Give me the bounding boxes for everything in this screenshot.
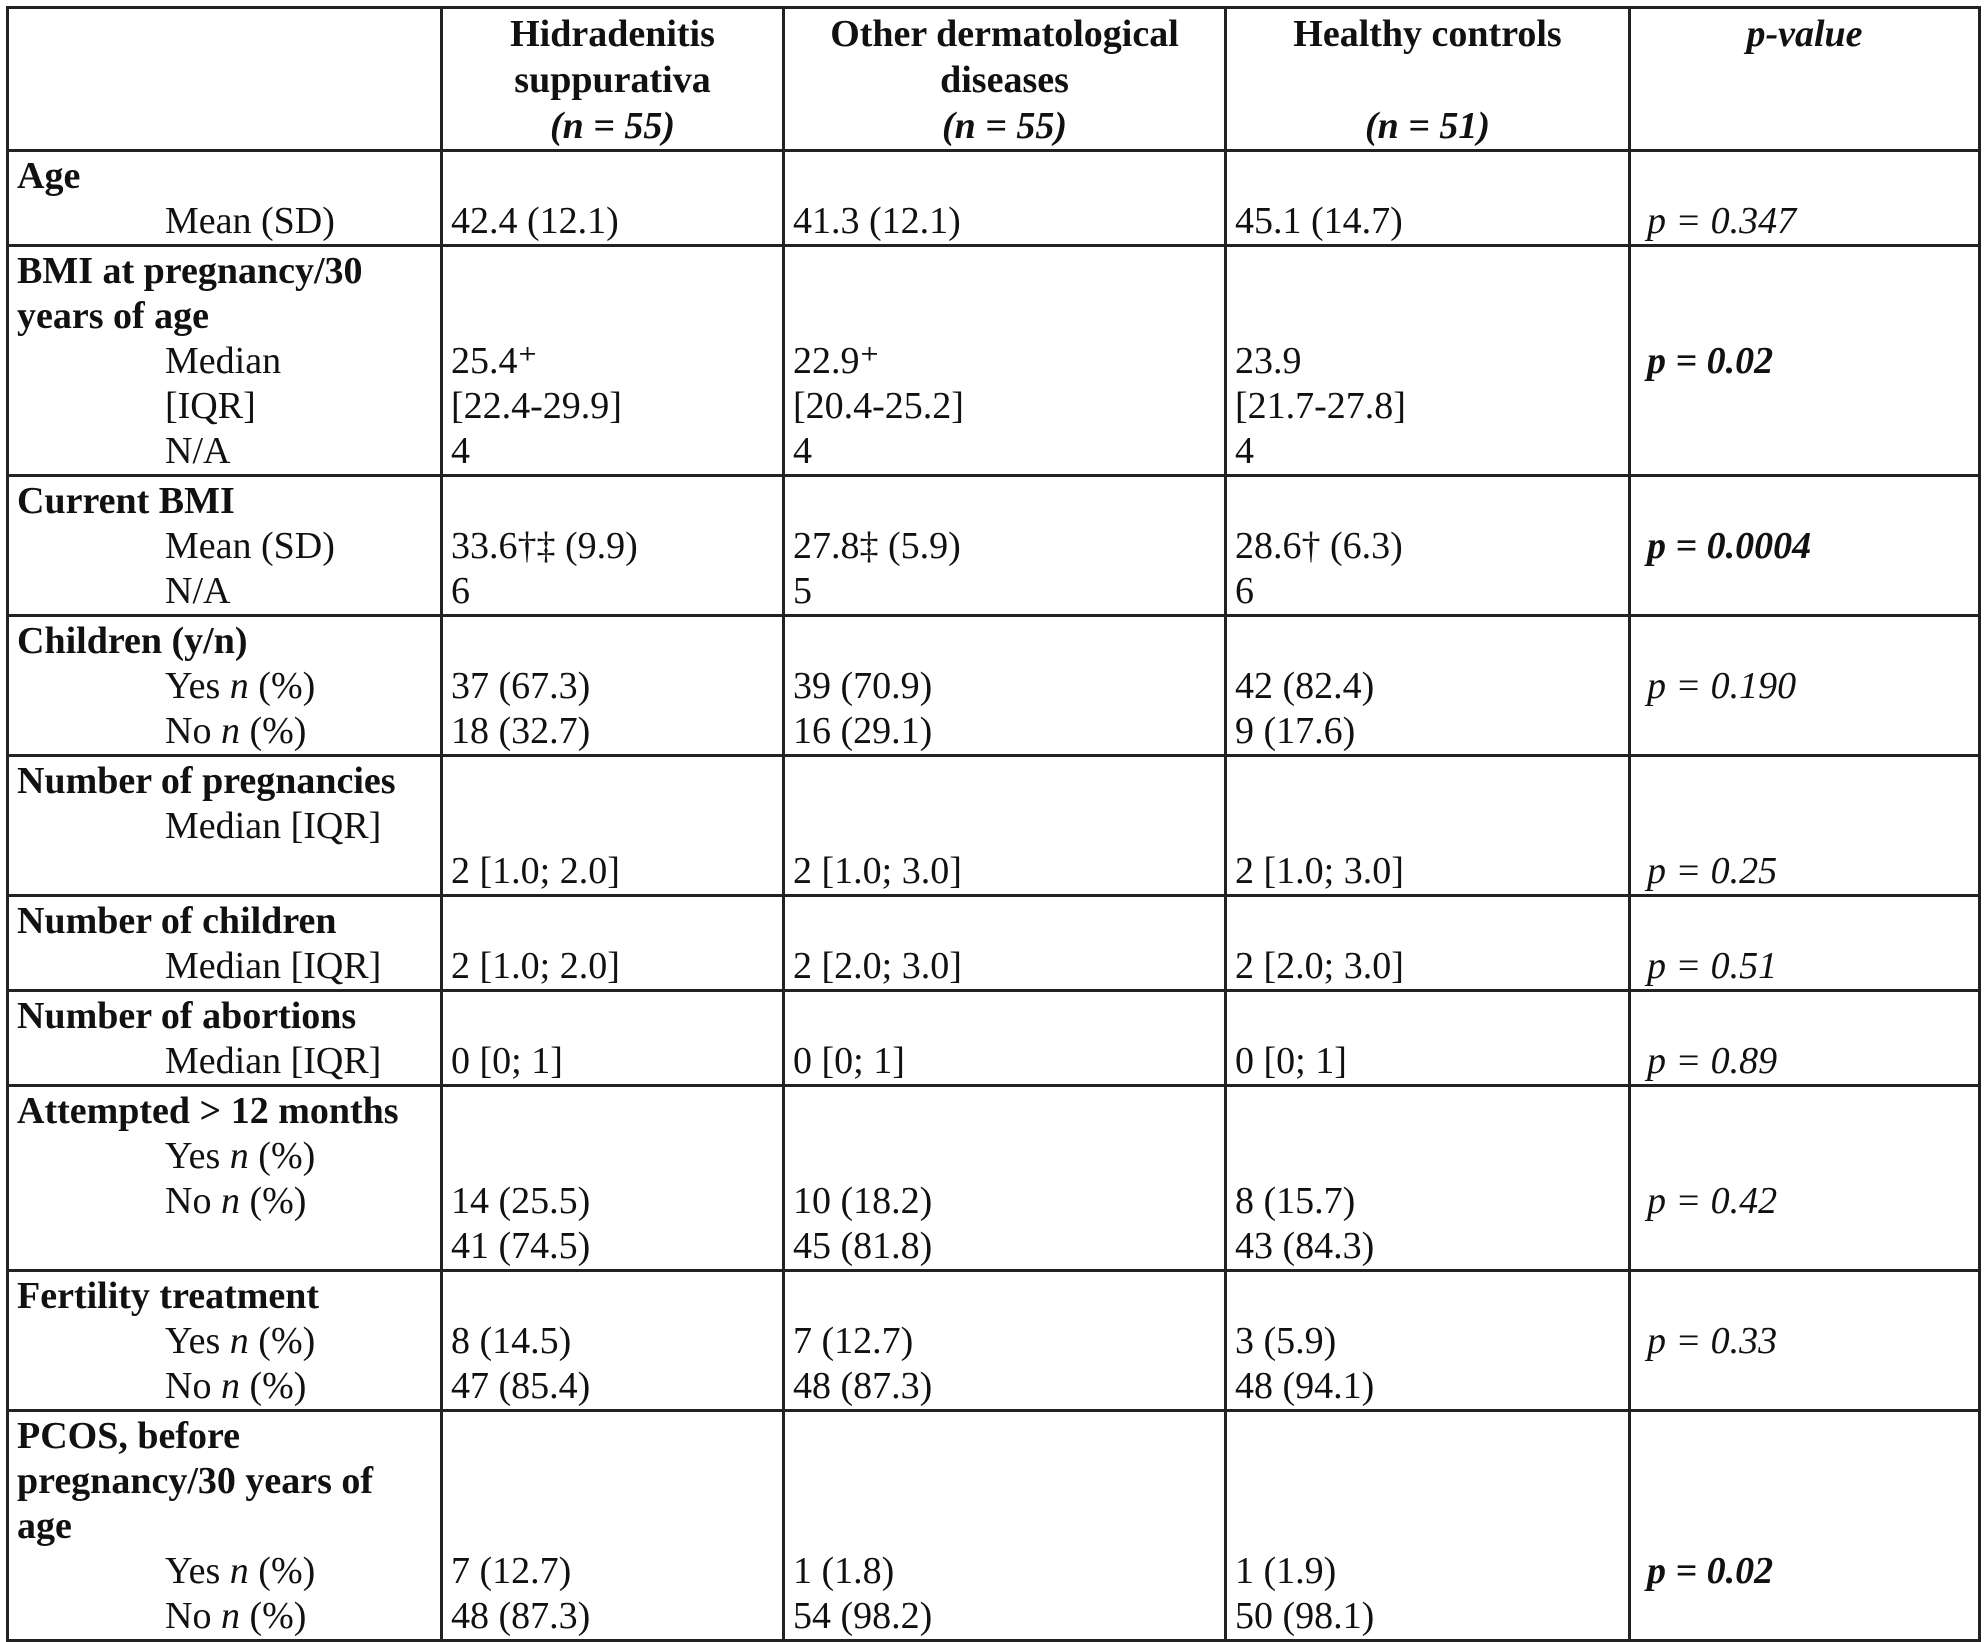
row-heading: Number of pregnancies (17, 760, 396, 802)
row-heading: Age (17, 155, 81, 197)
p-value: p = 0.51 (1647, 945, 1778, 987)
value-healthy: 6 (1235, 570, 1254, 612)
value-hs: 4 (451, 430, 470, 472)
p-value: p = 0.42 (1647, 1180, 1778, 1222)
row-heading: Current BMI (17, 480, 235, 522)
row-sublabel: Yes n (%) (165, 665, 316, 707)
row-sublabel: Median [IQR] (165, 945, 382, 987)
row-sublabel: Median [IQR] (165, 805, 382, 847)
table-row (8, 1411, 1980, 1641)
row-label-cell (8, 1411, 442, 1641)
row-heading: Number of children (17, 900, 337, 942)
header-healthy-controls-n: (n = 51) (1364, 105, 1491, 147)
p-value-cell (1630, 1271, 1980, 1411)
p-value: p = 0.33 (1647, 1320, 1778, 1362)
table-row (8, 991, 1980, 1086)
value-cell-hs (442, 1411, 784, 1641)
p-value: p = 0.02 (1647, 1550, 1774, 1592)
value-cell-hs (442, 756, 784, 896)
spacer (1235, 249, 1620, 339)
value-cell-hs (442, 896, 784, 991)
spacer (793, 249, 1216, 339)
spacer (451, 1414, 774, 1549)
p-value-cell (1630, 991, 1980, 1086)
value-cell-healthy (1226, 151, 1630, 246)
value-hs: 33.6†‡ (9.9) (451, 525, 638, 567)
row-sublabel: No n (%) (165, 1365, 307, 1407)
p-value-cell (1630, 476, 1980, 616)
value-other: 27.8‡ (5.9) (793, 525, 961, 567)
row-label-cell (8, 991, 442, 1086)
value-cell-other (784, 1086, 1226, 1271)
p-value: p = 0.190 (1647, 665, 1797, 707)
spacer (1639, 899, 1970, 944)
value-cell-other (784, 246, 1226, 476)
value-healthy: 50 (98.1) (1235, 1595, 1375, 1637)
table-row (8, 896, 1980, 991)
p-value-cell (1630, 151, 1980, 246)
p-value-cell (1630, 1086, 1980, 1271)
spacer (451, 479, 774, 524)
header-corner (8, 8, 442, 151)
value-healthy: 2 [1.0; 3.0] (1235, 850, 1404, 892)
row-sublabel: Mean (SD) (165, 200, 335, 242)
spacer (1235, 1274, 1620, 1319)
value-hs: 8 (14.5) (451, 1320, 572, 1362)
table-row (8, 1086, 1980, 1271)
spacer (451, 994, 774, 1039)
row-label-cell (8, 756, 442, 896)
value-healthy: 42 (82.4) (1235, 665, 1375, 707)
row-sublabel: N/A (165, 570, 231, 612)
value-other: 0 [0; 1] (793, 1040, 905, 1082)
spacer (1639, 759, 1970, 849)
spacer (793, 154, 1216, 199)
header-row (8, 8, 1980, 151)
p-value: p = 0.89 (1647, 1040, 1778, 1082)
spacer (793, 479, 1216, 524)
header-other-diseases-title: Other dermatological diseases (830, 13, 1179, 101)
spacer (1639, 1089, 1970, 1179)
value-other: 41.3 (12.1) (793, 200, 961, 242)
header-other-diseases (784, 8, 1226, 151)
value-other: 4 (793, 430, 812, 472)
value-cell-other (784, 756, 1226, 896)
row-heading: BMI at pregnancy/30 years of age (17, 250, 363, 337)
row-heading: Attempted > 12 months (17, 1090, 399, 1132)
table-body (8, 151, 1980, 1641)
p-value-cell (1630, 896, 1980, 991)
value-cell-hs (442, 476, 784, 616)
value-cell-healthy (1226, 1271, 1630, 1411)
header-hidradenitis-n: (n = 55) (549, 105, 676, 147)
value-hs: 18 (32.7) (451, 710, 591, 752)
p-value: p = 0.347 (1647, 200, 1797, 242)
spacer (793, 759, 1216, 849)
value-hs: 2 [1.0; 2.0] (451, 850, 620, 892)
p-value: p = 0.02 (1647, 340, 1774, 382)
table-row (8, 151, 1980, 246)
value-healthy: 9 (17.6) (1235, 710, 1356, 752)
value-hs: 42.4 (12.1) (451, 200, 619, 242)
row-label-cell (8, 896, 442, 991)
row-label-cell (8, 151, 442, 246)
spacer (1235, 1414, 1620, 1549)
value-other: 7 (12.7) (793, 1320, 914, 1362)
row-heading: PCOS, before pregnancy/30 years of age (17, 1415, 374, 1547)
row-sublabel: No n (%) (165, 710, 307, 752)
row-sublabel: No n (%) (165, 1180, 307, 1222)
row-heading: Number of abortions (17, 995, 357, 1037)
p-value-cell (1630, 246, 1980, 476)
spacer (1639, 479, 1970, 524)
value-other: 10 (18.2) (793, 1180, 933, 1222)
value-cell-other (784, 616, 1226, 756)
value-healthy: 2 [2.0; 3.0] (1235, 945, 1404, 987)
spacer (451, 1274, 774, 1319)
spacer (1639, 249, 1970, 339)
value-healthy: [21.7-27.8] (1235, 385, 1406, 427)
p-value: p = 0.25 (1647, 850, 1778, 892)
spacer (1235, 154, 1620, 199)
p-value-cell (1630, 1411, 1980, 1641)
spacer (793, 994, 1216, 1039)
row-heading: Fertility treatment (17, 1275, 320, 1317)
value-other: 48 (87.3) (793, 1365, 933, 1407)
spacer (1639, 1274, 1970, 1319)
header-hidradenitis (442, 8, 784, 151)
value-cell-healthy (1226, 1411, 1630, 1641)
value-cell-healthy (1226, 896, 1630, 991)
value-cell-healthy (1226, 991, 1630, 1086)
value-hs: 14 (25.5) (451, 1180, 591, 1222)
table-row (8, 476, 1980, 616)
value-hs: 0 [0; 1] (451, 1040, 563, 1082)
value-cell-hs (442, 1271, 784, 1411)
value-cell-healthy (1226, 1086, 1630, 1271)
spacer (1235, 1089, 1620, 1179)
p-value: p = 0.0004 (1647, 525, 1812, 567)
spacer (793, 899, 1216, 944)
spacer (451, 899, 774, 944)
value-hs: 37 (67.3) (451, 665, 591, 707)
spacer (793, 619, 1216, 664)
table-row (8, 616, 1980, 756)
value-cell-hs (442, 616, 784, 756)
spacer (451, 1089, 774, 1179)
value-cell-hs (442, 991, 784, 1086)
header-healthy-controls (1226, 8, 1630, 151)
table-row (8, 246, 1980, 476)
spacer (1235, 759, 1620, 849)
row-sublabel: Yes n (%) (165, 1550, 316, 1592)
value-hs: 47 (85.4) (451, 1365, 591, 1407)
row-sublabel: No n (%) (165, 1595, 307, 1637)
value-healthy: 48 (94.1) (1235, 1365, 1375, 1407)
spacer (793, 1414, 1216, 1549)
header-hidradenitis-title: Hidradenitis suppurativa (510, 13, 715, 101)
value-healthy: 28.6† (6.3) (1235, 525, 1403, 567)
value-other: 2 [1.0; 3.0] (793, 850, 962, 892)
row-label-cell (8, 1086, 442, 1271)
value-healthy: 1 (1.9) (1235, 1550, 1337, 1592)
spacer (1235, 899, 1620, 944)
value-other: 1 (1.8) (793, 1550, 895, 1592)
row-label-cell (8, 246, 442, 476)
value-cell-other (784, 1271, 1226, 1411)
value-other: 2 [2.0; 3.0] (793, 945, 962, 987)
value-healthy: 0 [0; 1] (1235, 1040, 1347, 1082)
value-cell-other (784, 151, 1226, 246)
row-sublabel: Yes n (%) (165, 1320, 316, 1362)
spacer (1235, 479, 1620, 524)
value-cell-hs (442, 1086, 784, 1271)
value-hs: 6 (451, 570, 470, 612)
row-sublabel: Median (165, 340, 282, 382)
row-heading: Children (y/n) (17, 620, 248, 662)
p-value-cell (1630, 616, 1980, 756)
value-cell-healthy (1226, 246, 1630, 476)
p-value-cell (1630, 756, 1980, 896)
row-sublabel: Yes n (%) (165, 1135, 316, 1177)
spacer (451, 249, 774, 339)
row-sublabel: Mean (SD) (165, 525, 335, 567)
value-other: 45 (81.8) (793, 1225, 933, 1267)
value-healthy: 4 (1235, 430, 1254, 472)
value-other: 22.9⁺ (793, 340, 880, 382)
spacer (1235, 619, 1620, 664)
value-cell-hs (442, 246, 784, 476)
table-row (8, 756, 1980, 896)
spacer (1639, 619, 1970, 664)
value-hs: 41 (74.5) (451, 1225, 591, 1267)
value-cell-other (784, 1411, 1226, 1641)
value-healthy: 3 (5.9) (1235, 1320, 1337, 1362)
value-cell-healthy (1226, 616, 1630, 756)
value-hs: 2 [1.0; 2.0] (451, 945, 620, 987)
spacer (793, 1274, 1216, 1319)
value-cell-hs (442, 151, 784, 246)
value-other: 39 (70.9) (793, 665, 933, 707)
spacer (793, 1089, 1216, 1179)
value-healthy: 23.9 (1235, 340, 1302, 382)
value-healthy: 45.1 (14.7) (1235, 200, 1403, 242)
results-table (6, 6, 1981, 1642)
value-other: [20.4-25.2] (793, 385, 964, 427)
spacer (1235, 994, 1620, 1039)
value-cell-other (784, 991, 1226, 1086)
value-cell-other (784, 476, 1226, 616)
value-other: 16 (29.1) (793, 710, 933, 752)
value-other: 54 (98.2) (793, 1595, 933, 1637)
value-hs: [22.4-29.9] (451, 385, 622, 427)
spacer (451, 154, 774, 199)
value-healthy: 43 (84.3) (1235, 1225, 1375, 1267)
value-cell-healthy (1226, 476, 1630, 616)
value-hs: 7 (12.7) (451, 1550, 572, 1592)
value-cell-other (784, 896, 1226, 991)
row-sublabel: [IQR] (165, 385, 256, 427)
spacer (1639, 1414, 1970, 1549)
row-label-cell (8, 616, 442, 756)
spacer (451, 619, 774, 664)
value-other: 5 (793, 570, 812, 612)
header-p-value: p-value (1630, 8, 1980, 151)
row-sublabel: Median [IQR] (165, 1040, 382, 1082)
spacer (1639, 994, 1970, 1039)
value-healthy: 8 (15.7) (1235, 1180, 1356, 1222)
value-cell-healthy (1226, 756, 1630, 896)
header-healthy-controls-title: Healthy controls (1293, 13, 1562, 55)
table-row (8, 1271, 1980, 1411)
spacer (1639, 154, 1970, 199)
row-label-cell (8, 476, 442, 616)
row-label-cell (8, 1271, 442, 1411)
value-hs: 48 (87.3) (451, 1595, 591, 1637)
row-sublabel: N/A (165, 430, 231, 472)
spacer (451, 759, 774, 849)
value-hs: 25.4⁺ (451, 340, 538, 382)
header-other-diseases-n: (n = 55) (941, 105, 1068, 147)
